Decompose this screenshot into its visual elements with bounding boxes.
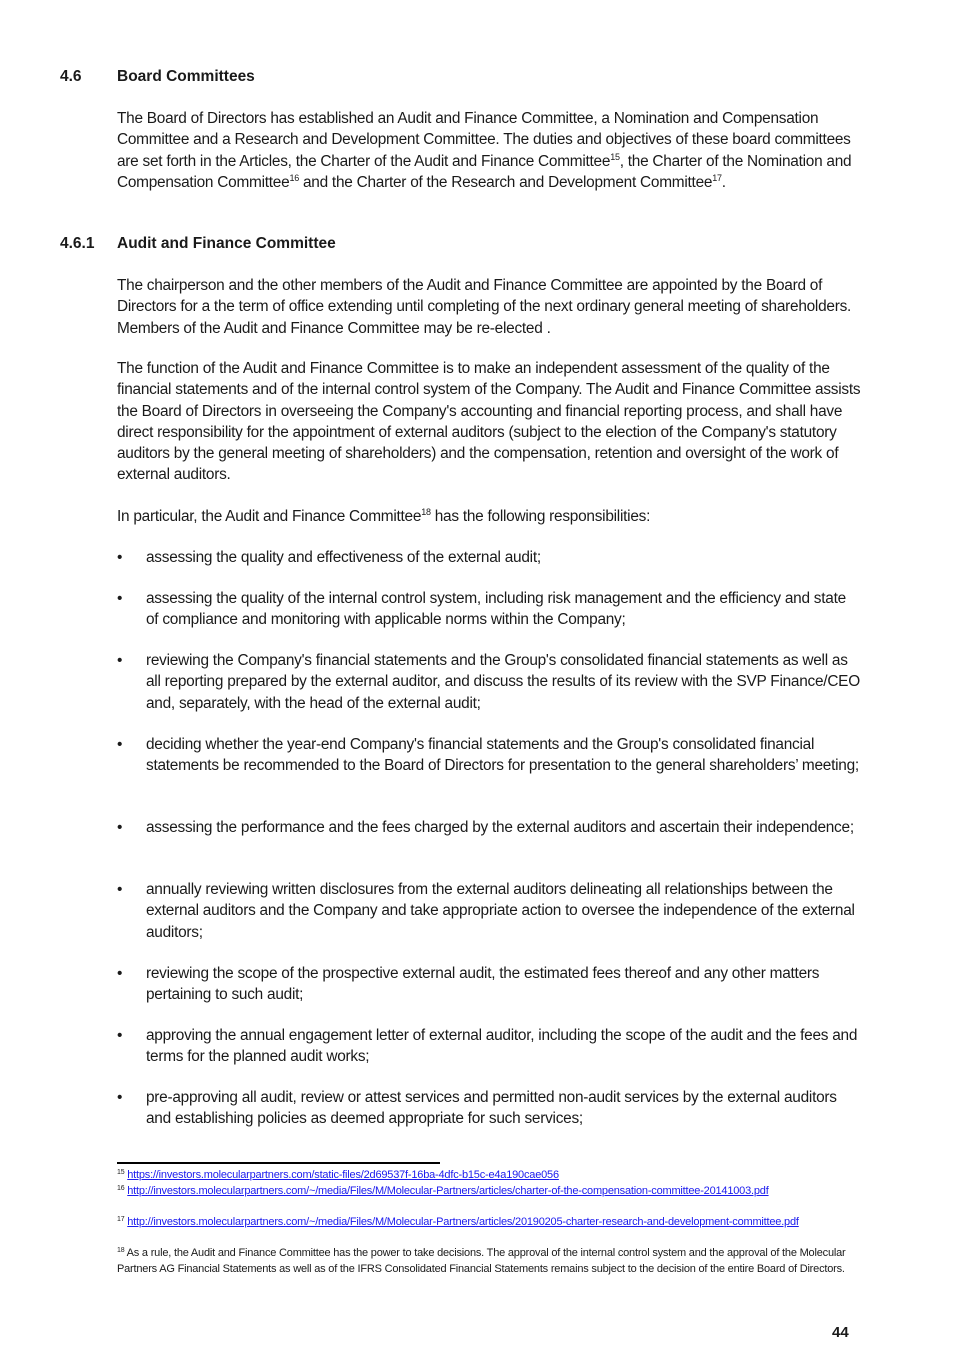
footnote-number: 18 [117, 1247, 125, 1254]
responsibilities-intro [117, 506, 862, 527]
footnote-ref[interactable]: 15 [610, 151, 620, 162]
list-item [117, 817, 862, 838]
footnote [117, 1246, 862, 1277]
list-item-text: approving the annual engagement letter of external auditor, including the scope of the audit and the fees and terms for the planned audit works; [146, 1027, 858, 1066]
section-title: Board Committees [117, 68, 255, 85]
text: . [721, 173, 726, 191]
footnote-link[interactable]: http://investors.molecularpartners.com/~/media/Files/M/Molecular-Partners/articles/charter-of-the-compensation-committee-20141003.pdf [127, 1185, 769, 1197]
bullet-icon: • [117, 590, 123, 607]
text: The Board of Directors has established an Audit and Finance Committee, a Nomination and Compensation Committee and a Research and Development Committee. The duties and objectives of these board committees are set forth in the Articles, the Charter of the Audit and Finance Committee [117, 110, 851, 170]
function-paragraph: The function of the Audit and Finance Committee is to make an independent assessment of the quality of the financial statements and of the internal control system of the Company. The Audit and Finance Committee assists the Board of Directors in overseeing the Company's accounting and financial reporting process, and shall have direct responsibility for the appointment of external auditors (subject to the election of the Company's statutory auditors by the general meeting of shareholders) and the compensation, retention and oversight of the work of external auditors. [117, 360, 861, 484]
list-item [117, 547, 862, 568]
section-heading-4-6-1 [60, 235, 336, 253]
bullet-icon: • [117, 819, 123, 836]
footnote-text: As a rule, the Audit and Finance Committee has the power to take decisions. The approval of the internal control system and the approval of the Molecular Partners AG Financial Statements as well as of the IFRS Consolidated Financial Statements remains subject to the decision of the entire Board of Directors. [117, 1247, 846, 1275]
footnote [117, 1215, 862, 1231]
list-item [117, 588, 862, 631]
list-item-text: deciding whether the year-end Company's financial statements and the Group's consolidated financial statements be recommended to the Board of Directors for presentation to the general shareholders’ meeting; [146, 736, 859, 775]
list-item-text: assessing the quality and effectiveness of the external audit; [146, 549, 541, 566]
list-item-text: pre-approving all audit, review or attest services and permitted non-audit services by the external auditors and establishing policies as deemed appropriate for such services; [146, 1089, 837, 1128]
footnote-ref[interactable]: 16 [289, 172, 299, 183]
footnote-divider [117, 1162, 440, 1164]
bullet-icon: • [117, 881, 123, 898]
section-title: Audit and Finance Committee [117, 235, 336, 252]
list-item [117, 963, 862, 1006]
footnote [117, 1184, 862, 1200]
list-item [117, 1087, 862, 1130]
section-number: 4.6.1 [60, 235, 95, 252]
footnote-link[interactable]: http://investors.molecularpartners.com/~/media/Files/M/Molecular-Partners/articles/20190205-charter-research-and-development-committee.pdf [127, 1216, 799, 1228]
list-item-text: reviewing the Company's financial statements and the Group's consolidated financial statements as well as all reporting prepared by the external auditor, and discuss the results of its review with the SVP Finance/CEO and, separately, with the head of the external audit; [146, 652, 860, 712]
text: and the Charter of the Research and Development Committee [298, 173, 713, 191]
bullet-icon: • [117, 736, 123, 753]
intro-paragraph [117, 108, 862, 193]
section-heading-4-6 [60, 68, 255, 86]
text: , the Charter of the Nomination and Compensation Committee [117, 152, 852, 191]
section-number: 4.6 [60, 68, 82, 85]
footnote-number: 17 [117, 1216, 125, 1223]
footnote-ref[interactable]: 17 [712, 172, 722, 183]
footnote-number: 15 [117, 1169, 125, 1176]
page-number: 44 [832, 1324, 849, 1341]
footnote-ref[interactable]: 18 [421, 507, 431, 517]
text: has the following responsibilities: [430, 508, 651, 525]
text: In particular, the Audit and Finance Committee [117, 508, 422, 525]
footnote-number: 16 [117, 1185, 125, 1192]
list-item-text: assessing the performance and the fees charged by the external auditors and ascertain their independence; [146, 819, 854, 836]
bullet-icon: • [117, 652, 123, 669]
bullet-icon: • [117, 1027, 123, 1044]
list-item [117, 734, 862, 777]
list-item [117, 1025, 862, 1068]
list-item-text: assessing the quality of the internal control system, including risk management and the efficiency and state of compliance and monitoring with applicable norms within the Company; [146, 590, 846, 629]
list-item [117, 650, 862, 714]
list-item-text: reviewing the scope of the prospective external audit, the estimated fees thereof and any other matters pertaining to such audit; [146, 965, 820, 1004]
list-item [117, 879, 862, 943]
bullet-icon: • [117, 1089, 123, 1106]
list-item-text: annually reviewing written disclosures from the external auditors delineating all relationships between the external auditors and the Company and take appropriate action to oversee the independence of the external auditors; [146, 881, 855, 941]
footnote [117, 1168, 862, 1184]
bullet-icon: • [117, 965, 123, 982]
appointment-paragraph: The chairperson and the other members of the Audit and Finance Committee are appointed by the Board of Directors for a the term of office extending until completing of the next ordinary general meeting of shareholders. Members of the Audit and Finance Committee may be re-elected . [117, 277, 852, 337]
bullet-icon: • [117, 549, 123, 566]
footnote-link[interactable]: https://investors.molecularpartners.com/static-files/2d69537f-16ba-4dfc-b15c-e4a190cae056 [127, 1169, 559, 1181]
